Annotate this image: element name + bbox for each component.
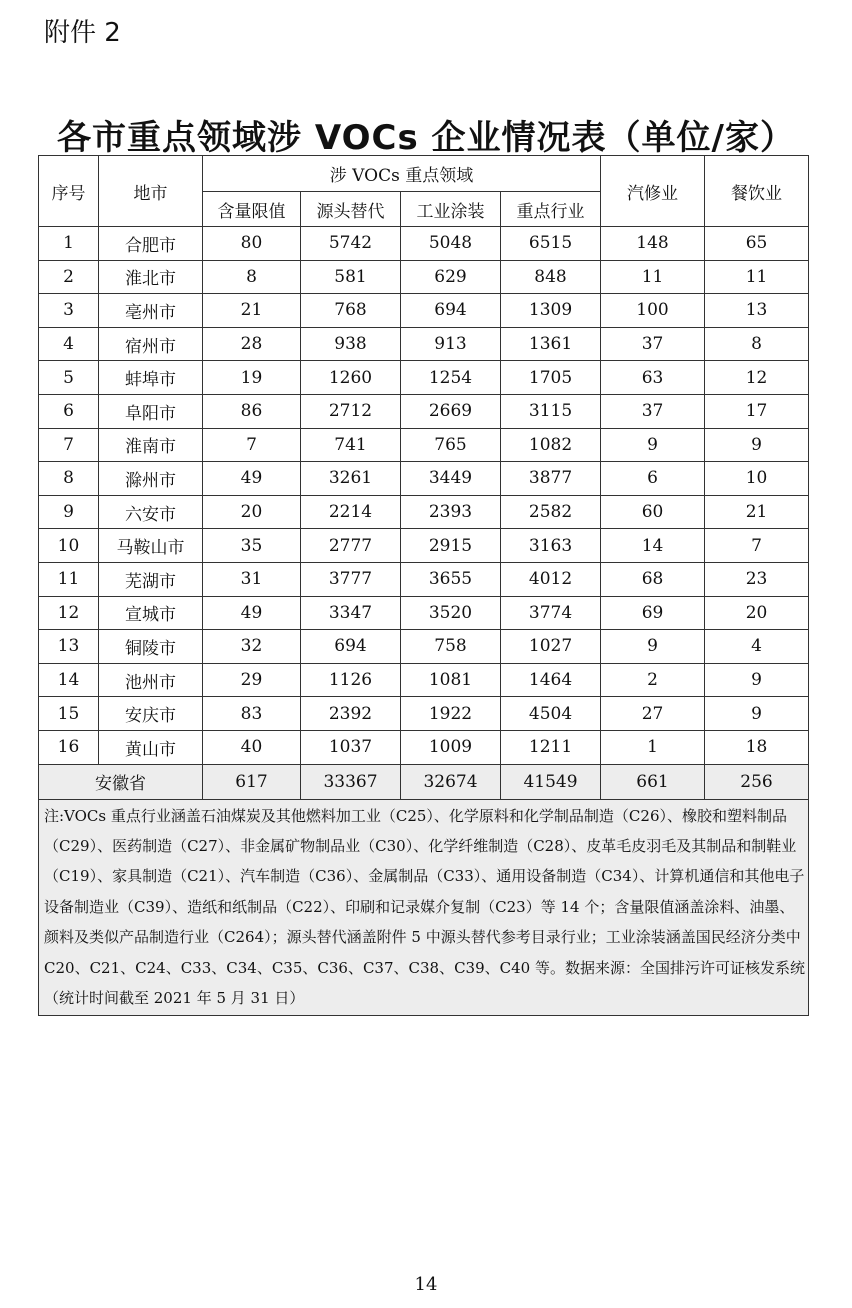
table-cell: 13 [705,294,809,328]
table-cell: 14 [39,663,99,697]
table-cell: 694 [401,294,501,328]
city-cell: 黄山市 [99,730,203,764]
city-cell: 宣城市 [99,596,203,630]
city-cell: 阜阳市 [99,394,203,428]
table-cell: 1126 [301,663,401,697]
table-cell: 65 [705,227,809,261]
table-cell: 2214 [301,495,401,529]
header-key-industry: 重点行业 [501,192,601,227]
table-cell: 5 [39,361,99,395]
table-cell: 3777 [301,562,401,596]
table-cell: 6515 [501,227,601,261]
table-note: 注:VOCs 重点行业涵盖石油煤炭及其他燃料加工业（C25）、化学原料和化学制品制造（C26）、橡胶和塑料制品（C29）、医药制造（C27）、非金属矿物制品业（C30）、化学纤维制造（C28）、皮革毛皮羽毛及其制品和制鞋业（C19）、家具制造（C21）、汽车制造（C36）、金属制品（C33）、通用设备制造（C34）、计算机通信和其他电子设备制造业（C39）、造纸和纸制品（C22）、印刷和记录媒介复制（C23）等 14 个；含量限值涵盖涂料、油墨、颜料及类似产品制造行业（C264）；源头替代涵盖附件 5 中源头替代参考目录行业；工业涂装涵盖国民经济分类中 C20、C21、C24、C33、C34、C35、C36、C37、C38、C39、C40 等。数据来源：全国排污许可证核发系统（统计时间截至 2021 年 5 月 31 日） [39,799,809,1016]
table-cell: 2669 [401,394,501,428]
total-cell: 41549 [501,764,601,799]
table-row [39,327,809,361]
table-cell: 17 [705,394,809,428]
table-cell: 848 [501,260,601,294]
table-cell: 4504 [501,697,601,731]
table-row [39,227,809,261]
table-cell: 9 [705,428,809,462]
table-cell: 10 [39,529,99,563]
table-cell: 3163 [501,529,601,563]
table-cell: 68 [601,562,705,596]
table-cell: 20 [705,596,809,630]
table-cell: 2777 [301,529,401,563]
city-cell: 蚌埠市 [99,361,203,395]
table-cell: 28 [203,327,301,361]
table-cell: 6 [601,462,705,496]
table-cell: 5048 [401,227,501,261]
table-cell: 1009 [401,730,501,764]
table-row [39,428,809,462]
table-cell: 1027 [501,630,601,664]
table-cell: 12 [39,596,99,630]
table-cell: 49 [203,462,301,496]
table-cell: 2393 [401,495,501,529]
table-cell: 1260 [301,361,401,395]
table-cell: 9 [705,663,809,697]
table-cell: 1361 [501,327,601,361]
table-row [39,596,809,630]
table-cell: 49 [203,596,301,630]
table-cell: 7 [39,428,99,462]
table-cell: 21 [705,495,809,529]
table-cell: 86 [203,394,301,428]
table-cell: 3 [39,294,99,328]
table-cell: 63 [601,361,705,395]
table-cell: 32 [203,630,301,664]
table-row [39,462,809,496]
table-cell: 100 [601,294,705,328]
header-source-substitution: 源头替代 [301,192,401,227]
voc-enterprise-table [38,155,809,1016]
table-cell: 3877 [501,462,601,496]
total-row [39,764,809,799]
city-cell: 滁州市 [99,462,203,496]
table-cell: 1254 [401,361,501,395]
table-cell: 10 [705,462,809,496]
table-cell: 18 [705,730,809,764]
table-cell: 27 [601,697,705,731]
table-row [39,260,809,294]
table-cell: 13 [39,630,99,664]
table-cell: 2 [601,663,705,697]
table-cell: 2712 [301,394,401,428]
table-cell: 60 [601,495,705,529]
table-cell: 37 [601,394,705,428]
table-cell: 40 [203,730,301,764]
table-cell: 9 [705,697,809,731]
table-cell: 3449 [401,462,501,496]
table-cell: 15 [39,697,99,731]
table-cell: 3261 [301,462,401,496]
table-cell: 11 [39,562,99,596]
table-cell: 694 [301,630,401,664]
total-label: 安徽省 [39,764,203,799]
table-row [39,495,809,529]
table-cell: 2 [39,260,99,294]
city-cell: 淮南市 [99,428,203,462]
table-row [39,529,809,563]
page-title: 各市重点领域涉 VOCs 企业情况表（单位/家） [57,118,795,158]
table-cell: 938 [301,327,401,361]
table-cell: 8 [39,462,99,496]
table-cell: 8 [203,260,301,294]
table-cell: 4012 [501,562,601,596]
table-cell: 29 [203,663,301,697]
table-cell: 9 [601,428,705,462]
table-cell: 1 [601,730,705,764]
table-cell: 1082 [501,428,601,462]
table-cell: 11 [705,260,809,294]
table-cell: 23 [705,562,809,596]
city-cell: 六安市 [99,495,203,529]
table-cell: 1081 [401,663,501,697]
city-cell: 芜湖市 [99,562,203,596]
city-cell: 池州市 [99,663,203,697]
total-cell: 617 [203,764,301,799]
table-cell: 2392 [301,697,401,731]
table-cell: 1705 [501,361,601,395]
city-cell: 淮北市 [99,260,203,294]
table-cell: 19 [203,361,301,395]
table-cell: 3520 [401,596,501,630]
table-cell: 1211 [501,730,601,764]
table-cell: 9 [601,630,705,664]
table-cell: 12 [705,361,809,395]
table-cell: 2582 [501,495,601,529]
header-content-limit: 含量限值 [203,192,301,227]
table-cell: 8 [705,327,809,361]
city-cell: 安庆市 [99,697,203,731]
table-cell: 21 [203,294,301,328]
table-cell: 7 [705,529,809,563]
table-cell: 5742 [301,227,401,261]
page-number: 14 [414,1274,438,1295]
table-cell: 3774 [501,596,601,630]
table-row [39,730,809,764]
total-cell: 32674 [401,764,501,799]
header-auto-repair: 汽修业 [601,156,705,227]
header-catering: 餐饮业 [705,156,809,227]
city-cell: 马鞍山市 [99,529,203,563]
table-cell: 741 [301,428,401,462]
table-cell: 758 [401,630,501,664]
table-row [39,697,809,731]
table-row [39,630,809,664]
table-cell: 31 [203,562,301,596]
total-cell: 661 [601,764,705,799]
header-industrial-coating: 工业涂装 [401,192,501,227]
header-index: 序号 [39,156,99,227]
table-cell: 11 [601,260,705,294]
table-cell: 14 [601,529,705,563]
table-cell: 1922 [401,697,501,731]
table-cell: 7 [203,428,301,462]
table-cell: 9 [39,495,99,529]
table-cell: 6 [39,394,99,428]
city-cell: 宿州市 [99,327,203,361]
table-cell: 83 [203,697,301,731]
city-cell: 亳州市 [99,294,203,328]
table-cell: 20 [203,495,301,529]
table-cell: 3655 [401,562,501,596]
table-cell: 16 [39,730,99,764]
table-row [39,394,809,428]
city-cell: 合肥市 [99,227,203,261]
attachment-label: 附件 2 [44,18,121,48]
table-cell: 1464 [501,663,601,697]
table-cell: 3115 [501,394,601,428]
table-row [39,294,809,328]
table-cell: 35 [203,529,301,563]
table-cell: 4 [39,327,99,361]
total-cell: 33367 [301,764,401,799]
table-cell: 768 [301,294,401,328]
table-cell: 581 [301,260,401,294]
city-cell: 铜陵市 [99,630,203,664]
table-cell: 148 [601,227,705,261]
table-cell: 37 [601,327,705,361]
header-city: 地市 [99,156,203,227]
table-cell: 4 [705,630,809,664]
table-row [39,361,809,395]
total-cell: 256 [705,764,809,799]
table-cell: 629 [401,260,501,294]
table-cell: 2915 [401,529,501,563]
table-cell: 3347 [301,596,401,630]
table-cell: 1 [39,227,99,261]
table-cell: 765 [401,428,501,462]
table-body [39,227,809,765]
table-cell: 913 [401,327,501,361]
table-row [39,663,809,697]
table-cell: 1037 [301,730,401,764]
table-row [39,562,809,596]
table-cell: 80 [203,227,301,261]
table-cell: 69 [601,596,705,630]
header-voc-group: 涉 VOCs 重点领域 [203,156,601,192]
table-cell: 1309 [501,294,601,328]
